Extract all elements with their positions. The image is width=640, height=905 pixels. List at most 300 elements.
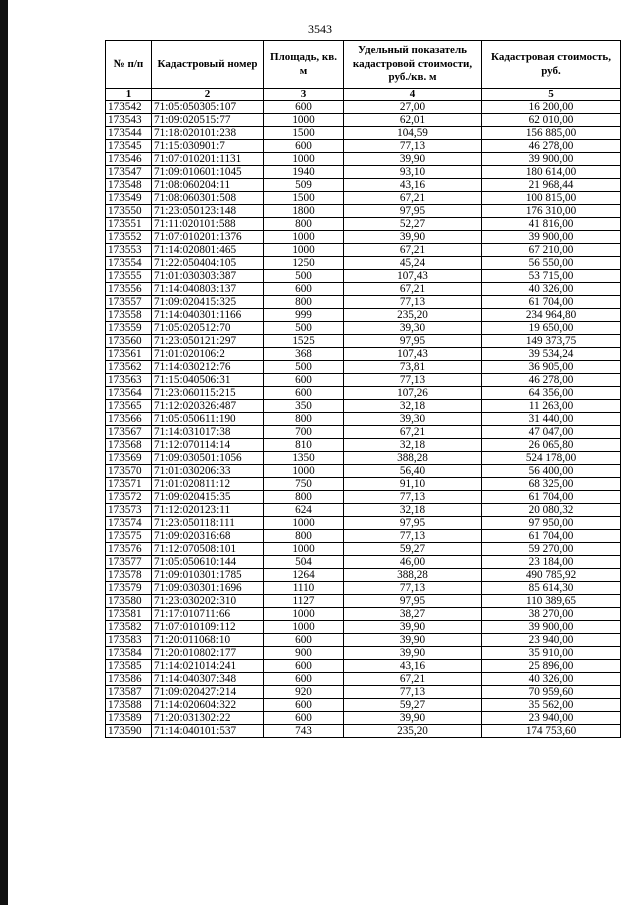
area-cell: 600 <box>264 673 344 686</box>
table-row <box>106 322 621 335</box>
area-cell: 743 <box>264 725 344 738</box>
table-row <box>106 348 621 361</box>
row-number-cell: 173576 <box>106 543 152 556</box>
cadastral-number-cell: 71:09:020316:68 <box>152 530 264 543</box>
cadastral-number-cell: 71:01:020106:2 <box>152 348 264 361</box>
row-number-cell: 173554 <box>106 257 152 270</box>
row-number-cell: 173552 <box>106 231 152 244</box>
row-number-cell: 173565 <box>106 400 152 413</box>
table-row <box>106 582 621 595</box>
area-cell: 1000 <box>264 543 344 556</box>
unit-value-cell: 39,90 <box>344 712 482 725</box>
area-cell: 1000 <box>264 517 344 530</box>
table-row <box>106 374 621 387</box>
cadastral-value-cell: 67 210,00 <box>482 244 621 257</box>
cadastral-number-cell: 71:12:020123:11 <box>152 504 264 517</box>
cadastral-number-cell: 71:09:020515:77 <box>152 114 264 127</box>
cadastral-number-cell: 71:05:050611:190 <box>152 413 264 426</box>
cadastral-number-cell: 71:14:040803:137 <box>152 283 264 296</box>
row-number-cell: 173551 <box>106 218 152 231</box>
cadastral-value-cell: 11 263,00 <box>482 400 621 413</box>
row-number-cell: 173556 <box>106 283 152 296</box>
table-row <box>106 725 621 738</box>
cadastral-number-cell: 71:23:050118:111 <box>152 517 264 530</box>
row-number-cell: 173550 <box>106 205 152 218</box>
row-number-cell: 173559 <box>106 322 152 335</box>
area-cell: 1350 <box>264 452 344 465</box>
cadastral-value-cell: 25 896,00 <box>482 660 621 673</box>
unit-value-cell: 27,00 <box>344 101 482 114</box>
table-row <box>106 439 621 452</box>
area-cell: 700 <box>264 426 344 439</box>
table-row <box>106 179 621 192</box>
area-cell: 900 <box>264 647 344 660</box>
table-row <box>106 270 621 283</box>
cadastral-value-table <box>105 40 621 738</box>
cadastral-number-cell: 71:05:050610:144 <box>152 556 264 569</box>
row-number-cell: 173586 <box>106 673 152 686</box>
unit-value-cell: 39,90 <box>344 647 482 660</box>
table-row <box>106 244 621 257</box>
table-row <box>106 530 621 543</box>
unit-value-cell: 67,21 <box>344 426 482 439</box>
row-number-cell: 173544 <box>106 127 152 140</box>
table-row <box>106 309 621 322</box>
cadastral-number-cell: 71:14:040101:537 <box>152 725 264 738</box>
cadastral-value-cell: 56 550,00 <box>482 257 621 270</box>
scan-edge-bar <box>0 0 8 905</box>
header-cadastral-number: Кадастровый номер <box>152 41 264 89</box>
table-row <box>106 543 621 556</box>
area-cell: 750 <box>264 478 344 491</box>
cadastral-value-cell: 176 310,00 <box>482 205 621 218</box>
area-cell: 1500 <box>264 127 344 140</box>
cadastral-value-cell: 100 815,00 <box>482 192 621 205</box>
unit-value-cell: 43,16 <box>344 660 482 673</box>
unit-value-cell: 77,13 <box>344 686 482 699</box>
cadastral-value-cell: 70 959,60 <box>482 686 621 699</box>
table-row <box>106 140 621 153</box>
row-number-cell: 173564 <box>106 387 152 400</box>
cadastral-number-cell: 71:12:070114:14 <box>152 439 264 452</box>
area-cell: 1000 <box>264 231 344 244</box>
column-number: 4 <box>344 89 482 101</box>
cadastral-number-cell: 71:14:031017:38 <box>152 426 264 439</box>
unit-value-cell: 59,27 <box>344 699 482 712</box>
cadastral-number-cell: 71:09:020427:214 <box>152 686 264 699</box>
header-area: Площадь, кв. м <box>264 41 344 89</box>
unit-value-cell: 73,81 <box>344 361 482 374</box>
unit-value-cell: 39,90 <box>344 231 482 244</box>
cadastral-value-cell: 20 080,32 <box>482 504 621 517</box>
area-cell: 500 <box>264 361 344 374</box>
row-number-cell: 173571 <box>106 478 152 491</box>
table-row <box>106 153 621 166</box>
cadastral-number-cell: 71:09:010601:1045 <box>152 166 264 179</box>
cadastral-number-cell: 71:23:030202:310 <box>152 595 264 608</box>
cadastral-number-cell: 71:14:040301:1166 <box>152 309 264 322</box>
table-row <box>106 101 621 114</box>
cadastral-number-cell: 71:08:060301:508 <box>152 192 264 205</box>
row-number-cell: 173579 <box>106 582 152 595</box>
cadastral-value-cell: 40 326,00 <box>482 283 621 296</box>
row-number-cell: 173590 <box>106 725 152 738</box>
table-row <box>106 686 621 699</box>
unit-value-cell: 235,20 <box>344 725 482 738</box>
row-number-cell: 173563 <box>106 374 152 387</box>
cadastral-number-cell: 71:22:050404:105 <box>152 257 264 270</box>
row-number-cell: 173583 <box>106 634 152 647</box>
row-number-cell: 173575 <box>106 530 152 543</box>
cadastral-value-cell: 26 065,80 <box>482 439 621 452</box>
unit-value-cell: 38,27 <box>344 608 482 621</box>
cadastral-number-cell: 71:23:050123:148 <box>152 205 264 218</box>
unit-value-cell: 77,13 <box>344 491 482 504</box>
row-number-cell: 173546 <box>106 153 152 166</box>
cadastral-value-cell: 35 910,00 <box>482 647 621 660</box>
row-number-cell: 173549 <box>106 192 152 205</box>
cadastral-value-cell: 61 704,00 <box>482 530 621 543</box>
area-cell: 368 <box>264 348 344 361</box>
cadastral-number-cell: 71:14:040307:348 <box>152 673 264 686</box>
cadastral-value-cell: 156 885,00 <box>482 127 621 140</box>
cadastral-value-cell: 21 968,44 <box>482 179 621 192</box>
area-cell: 1000 <box>264 153 344 166</box>
table-row <box>106 660 621 673</box>
table-row <box>106 283 621 296</box>
cadastral-number-cell: 71:17:010711:66 <box>152 608 264 621</box>
table-row <box>106 166 621 179</box>
area-cell: 500 <box>264 270 344 283</box>
header-row-number: № п/п <box>106 41 152 89</box>
cadastral-value-cell: 64 356,00 <box>482 387 621 400</box>
cadastral-number-cell: 71:14:020604:322 <box>152 699 264 712</box>
unit-value-cell: 107,43 <box>344 348 482 361</box>
row-number-cell: 173545 <box>106 140 152 153</box>
cadastral-value-cell: 61 704,00 <box>482 491 621 504</box>
table-row <box>106 712 621 725</box>
area-cell: 800 <box>264 218 344 231</box>
area-cell: 600 <box>264 283 344 296</box>
cadastral-value-cell: 39 900,00 <box>482 153 621 166</box>
table-row <box>106 517 621 530</box>
cadastral-number-cell: 71:07:010201:1376 <box>152 231 264 244</box>
area-cell: 350 <box>264 400 344 413</box>
area-cell: 504 <box>264 556 344 569</box>
cadastral-value-cell: 47 047,00 <box>482 426 621 439</box>
area-cell: 800 <box>264 296 344 309</box>
unit-value-cell: 97,95 <box>344 595 482 608</box>
unit-value-cell: 77,13 <box>344 140 482 153</box>
table-row <box>106 127 621 140</box>
cadastral-value-cell: 56 400,00 <box>482 465 621 478</box>
row-number-cell: 173574 <box>106 517 152 530</box>
area-cell: 1800 <box>264 205 344 218</box>
cadastral-value-cell: 19 650,00 <box>482 322 621 335</box>
unit-value-cell: 67,21 <box>344 244 482 257</box>
row-number-cell: 173588 <box>106 699 152 712</box>
cadastral-value-cell: 61 704,00 <box>482 296 621 309</box>
table-row <box>106 634 621 647</box>
area-cell: 920 <box>264 686 344 699</box>
unit-value-cell: 39,30 <box>344 322 482 335</box>
table-row <box>106 621 621 634</box>
unit-value-cell: 39,90 <box>344 153 482 166</box>
unit-value-cell: 32,18 <box>344 504 482 517</box>
row-number-cell: 173553 <box>106 244 152 257</box>
table-row <box>106 231 621 244</box>
cadastral-number-cell: 71:20:010802:177 <box>152 647 264 660</box>
cadastral-number-cell: 71:05:050305:107 <box>152 101 264 114</box>
cadastral-value-cell: 149 373,75 <box>482 335 621 348</box>
area-cell: 1525 <box>264 335 344 348</box>
area-cell: 1000 <box>264 465 344 478</box>
unit-value-cell: 97,95 <box>344 517 482 530</box>
cadastral-value-cell: 110 389,65 <box>482 595 621 608</box>
area-cell: 600 <box>264 660 344 673</box>
area-cell: 500 <box>264 322 344 335</box>
area-cell: 1250 <box>264 257 344 270</box>
cadastral-value-cell: 524 178,00 <box>482 452 621 465</box>
cadastral-value-cell: 39 534,24 <box>482 348 621 361</box>
cadastral-number-cell: 71:12:070508:101 <box>152 543 264 556</box>
cadastral-value-cell: 62 010,00 <box>482 114 621 127</box>
cadastral-value-cell: 23 940,00 <box>482 634 621 647</box>
table-row <box>106 296 621 309</box>
cadastral-value-cell: 68 325,00 <box>482 478 621 491</box>
cadastral-number-cell: 71:09:020415:35 <box>152 491 264 504</box>
cadastral-number-cell: 71:07:010109:112 <box>152 621 264 634</box>
row-number-cell: 173568 <box>106 439 152 452</box>
cadastral-value-cell: 46 278,00 <box>482 140 621 153</box>
unit-value-cell: 32,18 <box>344 400 482 413</box>
header-cadastral-value: Кадастровая стоимость, руб. <box>482 41 621 89</box>
cadastral-number-cell: 71:07:010201:1131 <box>152 153 264 166</box>
cadastral-number-cell: 71:01:030303:387 <box>152 270 264 283</box>
area-cell: 1940 <box>264 166 344 179</box>
unit-value-cell: 67,21 <box>344 192 482 205</box>
unit-value-cell: 39,90 <box>344 621 482 634</box>
unit-value-cell: 77,13 <box>344 530 482 543</box>
area-cell: 624 <box>264 504 344 517</box>
area-cell: 800 <box>264 491 344 504</box>
table-row <box>106 647 621 660</box>
unit-value-cell: 91,10 <box>344 478 482 491</box>
unit-value-cell: 235,20 <box>344 309 482 322</box>
cadastral-number-cell: 71:11:020101:588 <box>152 218 264 231</box>
unit-value-cell: 77,13 <box>344 374 482 387</box>
unit-value-cell: 39,90 <box>344 634 482 647</box>
unit-value-cell: 39,30 <box>344 413 482 426</box>
row-number-cell: 173547 <box>106 166 152 179</box>
cadastral-value-cell: 174 753,60 <box>482 725 621 738</box>
area-cell: 509 <box>264 179 344 192</box>
area-cell: 600 <box>264 374 344 387</box>
table-row <box>106 465 621 478</box>
cadastral-value-cell: 234 964,80 <box>482 309 621 322</box>
area-cell: 810 <box>264 439 344 452</box>
row-number-cell: 173567 <box>106 426 152 439</box>
table-row <box>106 491 621 504</box>
row-number-cell: 173569 <box>106 452 152 465</box>
unit-value-cell: 77,13 <box>344 296 482 309</box>
cadastral-value-cell: 16 200,00 <box>482 101 621 114</box>
cadastral-value-cell: 53 715,00 <box>482 270 621 283</box>
unit-value-cell: 77,13 <box>344 582 482 595</box>
cadastral-value-cell: 23 184,00 <box>482 556 621 569</box>
cadastral-value-cell: 85 614,30 <box>482 582 621 595</box>
table-row <box>106 205 621 218</box>
table-row <box>106 699 621 712</box>
column-numbers-row <box>106 89 621 101</box>
table-row <box>106 257 621 270</box>
table-row <box>106 478 621 491</box>
area-cell: 1000 <box>264 608 344 621</box>
table-row <box>106 114 621 127</box>
row-number-cell: 173572 <box>106 491 152 504</box>
row-number-cell: 173582 <box>106 621 152 634</box>
area-cell: 1110 <box>264 582 344 595</box>
row-number-cell: 173584 <box>106 647 152 660</box>
unit-value-cell: 56,40 <box>344 465 482 478</box>
cadastral-number-cell: 71:23:050121:297 <box>152 335 264 348</box>
unit-value-cell: 67,21 <box>344 673 482 686</box>
area-cell: 1500 <box>264 192 344 205</box>
header-unit-value: Удельный показатель кадастровой стоимости, руб./кв. м <box>344 41 482 89</box>
cadastral-number-cell: 71:09:010301:1785 <box>152 569 264 582</box>
row-number-cell: 173573 <box>106 504 152 517</box>
cadastral-number-cell: 71:14:030212:76 <box>152 361 264 374</box>
row-number-cell: 173577 <box>106 556 152 569</box>
cadastral-number-cell: 71:01:020811:12 <box>152 478 264 491</box>
cadastral-value-cell: 35 562,00 <box>482 699 621 712</box>
table-row <box>106 400 621 413</box>
table-row <box>106 218 621 231</box>
area-cell: 1000 <box>264 621 344 634</box>
cadastral-number-cell: 71:15:030901:7 <box>152 140 264 153</box>
area-cell: 1000 <box>264 244 344 257</box>
row-number-cell: 173557 <box>106 296 152 309</box>
cadastral-number-cell: 71:23:060115:215 <box>152 387 264 400</box>
unit-value-cell: 107,43 <box>344 270 482 283</box>
cadastral-value-cell: 46 278,00 <box>482 374 621 387</box>
cadastral-number-cell: 71:09:030501:1056 <box>152 452 264 465</box>
area-cell: 999 <box>264 309 344 322</box>
cadastral-number-cell: 71:14:020801:465 <box>152 244 264 257</box>
area-cell: 600 <box>264 699 344 712</box>
cadastral-value-cell: 97 950,00 <box>482 517 621 530</box>
row-number-cell: 173570 <box>106 465 152 478</box>
table-row <box>106 387 621 400</box>
row-number-cell: 173548 <box>106 179 152 192</box>
unit-value-cell: 46,00 <box>344 556 482 569</box>
area-cell: 1000 <box>264 114 344 127</box>
row-number-cell: 173543 <box>106 114 152 127</box>
cadastral-number-cell: 71:01:030206:33 <box>152 465 264 478</box>
cadastral-number-cell: 71:12:020326:487 <box>152 400 264 413</box>
area-cell: 600 <box>264 634 344 647</box>
cadastral-value-cell: 180 614,00 <box>482 166 621 179</box>
table-row <box>106 595 621 608</box>
unit-value-cell: 32,18 <box>344 439 482 452</box>
area-cell: 600 <box>264 140 344 153</box>
area-cell: 800 <box>264 530 344 543</box>
area-cell: 1127 <box>264 595 344 608</box>
row-number-cell: 173578 <box>106 569 152 582</box>
table-body <box>106 101 621 738</box>
unit-value-cell: 52,27 <box>344 218 482 231</box>
unit-value-cell: 104,59 <box>344 127 482 140</box>
page-number: 3543 <box>308 22 332 36</box>
cadastral-value-cell: 36 905,00 <box>482 361 621 374</box>
row-number-cell: 173560 <box>106 335 152 348</box>
table-row <box>106 556 621 569</box>
unit-value-cell: 59,27 <box>344 543 482 556</box>
cadastral-number-cell: 71:20:031302:22 <box>152 712 264 725</box>
cadastral-number-cell: 71:05:020512:70 <box>152 322 264 335</box>
cadastral-value-cell: 31 440,00 <box>482 413 621 426</box>
row-number-cell: 173566 <box>106 413 152 426</box>
row-number-cell: 173555 <box>106 270 152 283</box>
cadastral-value-cell: 23 940,00 <box>482 712 621 725</box>
unit-value-cell: 67,21 <box>344 283 482 296</box>
column-number: 1 <box>106 89 152 101</box>
table-row <box>106 608 621 621</box>
table-row <box>106 426 621 439</box>
cadastral-number-cell: 71:09:030301:1696 <box>152 582 264 595</box>
row-number-cell: 173581 <box>106 608 152 621</box>
unit-value-cell: 45,24 <box>344 257 482 270</box>
cadastral-value-cell: 59 270,00 <box>482 543 621 556</box>
unit-value-cell: 43,16 <box>344 179 482 192</box>
cadastral-value-cell: 39 900,00 <box>482 231 621 244</box>
row-number-cell: 173589 <box>106 712 152 725</box>
unit-value-cell: 107,26 <box>344 387 482 400</box>
row-number-cell: 173562 <box>106 361 152 374</box>
cadastral-number-cell: 71:20:011068:10 <box>152 634 264 647</box>
table-row <box>106 192 621 205</box>
cadastral-value-cell: 38 270,00 <box>482 608 621 621</box>
unit-value-cell: 388,28 <box>344 452 482 465</box>
row-number-cell: 173580 <box>106 595 152 608</box>
unit-value-cell: 97,95 <box>344 335 482 348</box>
cadastral-number-cell: 71:08:060204:11 <box>152 179 264 192</box>
cadastral-value-cell: 490 785,92 <box>482 569 621 582</box>
cadastral-number-cell: 71:15:040506:31 <box>152 374 264 387</box>
table-row <box>106 413 621 426</box>
table-row <box>106 361 621 374</box>
table-row <box>106 335 621 348</box>
cadastral-value-cell: 41 816,00 <box>482 218 621 231</box>
table-row <box>106 504 621 517</box>
column-number: 3 <box>264 89 344 101</box>
row-number-cell: 173558 <box>106 309 152 322</box>
table-row <box>106 452 621 465</box>
cadastral-number-cell: 71:09:020415:325 <box>152 296 264 309</box>
row-number-cell: 173542 <box>106 101 152 114</box>
area-cell: 600 <box>264 387 344 400</box>
table-row <box>106 569 621 582</box>
unit-value-cell: 93,10 <box>344 166 482 179</box>
row-number-cell: 173587 <box>106 686 152 699</box>
unit-value-cell: 97,95 <box>344 205 482 218</box>
cadastral-value-cell: 39 900,00 <box>482 621 621 634</box>
table-row <box>106 673 621 686</box>
row-number-cell: 173561 <box>106 348 152 361</box>
column-number: 5 <box>482 89 621 101</box>
column-number: 2 <box>152 89 264 101</box>
cadastral-number-cell: 71:14:021014:241 <box>152 660 264 673</box>
